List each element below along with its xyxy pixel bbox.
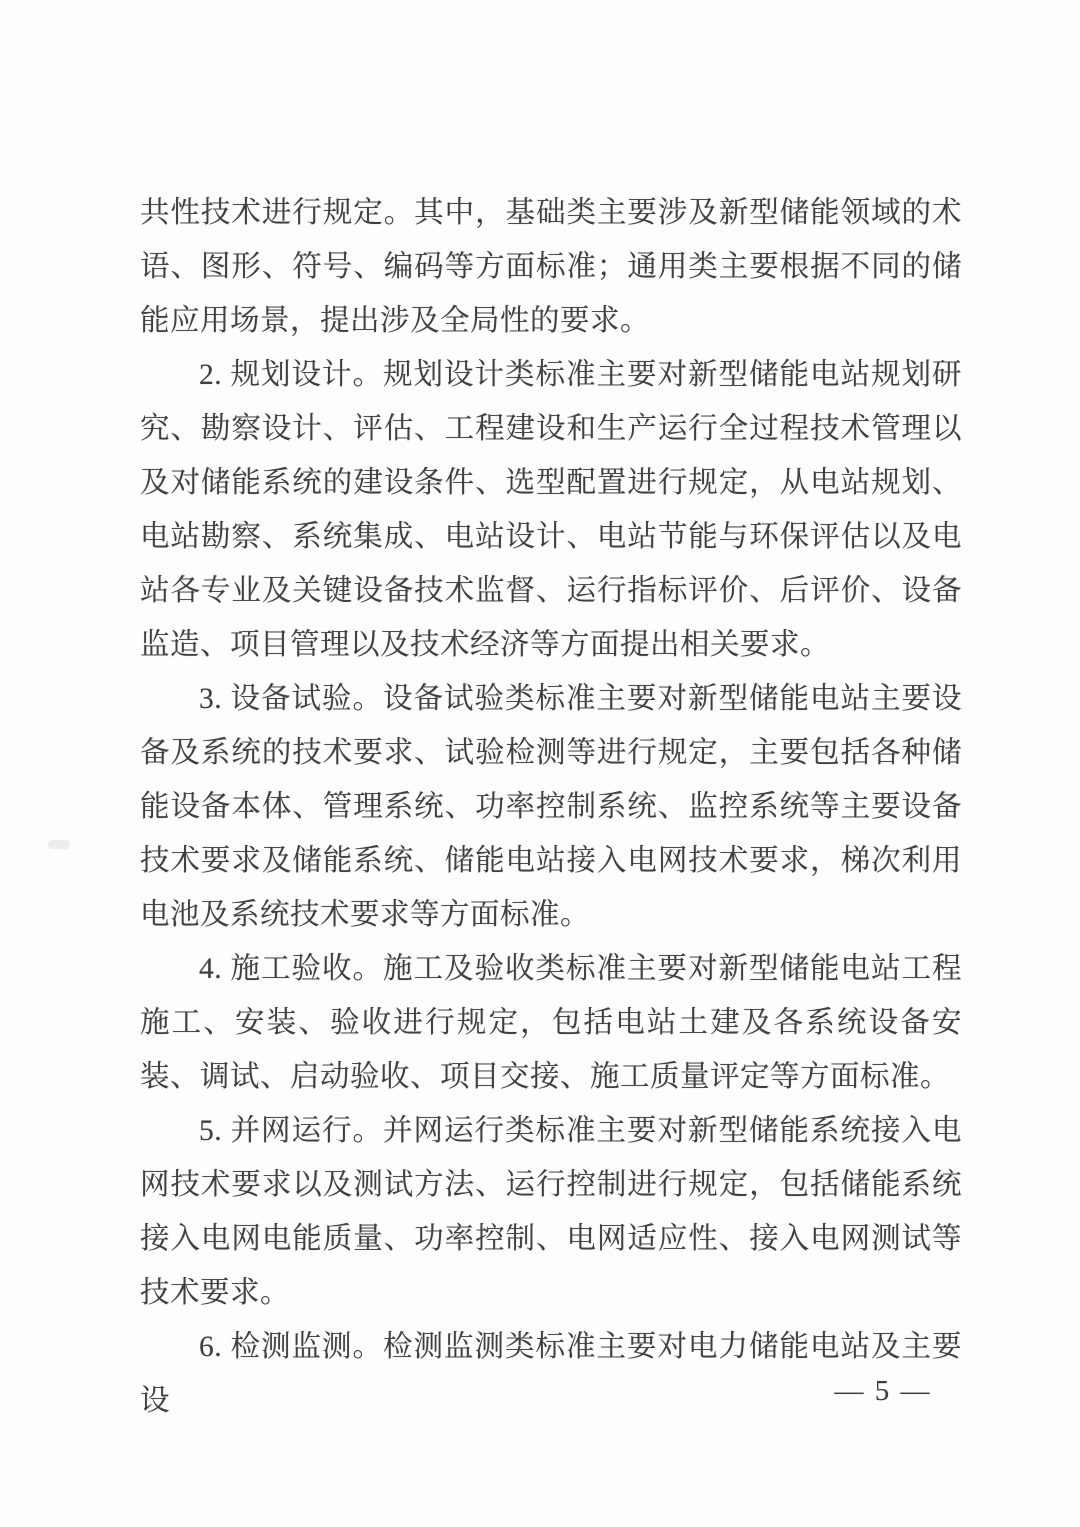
page-number: — 5 — — [834, 1375, 932, 1407]
paragraph-item-2-planning-design: 2. 规划设计。规划设计类标准主要对新型储能电站规划研究、勘察设计、评估、工程建设和生产运行全过程技术管理以及对储能系统的建设条件、选型配置进行规定，从电站规划、电站勘察、系统集成、电站设计、电站节能与环保评估以及电站各专业及关键设备技术监督、运行指标评价、后评价、设备监造、项目管理以及技术经济等方面提出相关要求。 — [140, 359, 962, 661]
paragraph-item-4-construction-acceptance: 4. 施工验收。施工及验收类标准主要对新型储能电站工程施工、安装、验收进行规定，包括电站土建及各系统设备安装、调试、启动验收、项目交接、施工质量评定等方面标准。 — [140, 953, 962, 1093]
paragraph-item-5-grid-connection-operation: 5. 并网运行。并网运行类标准主要对新型储能系统接入电网技术要求以及测试方法、运行控制进行规定，包括储能系统接入电网电能质量、功率控制、电网适应性、接入电网测试等技术要求。 — [140, 1115, 962, 1309]
paragraph-item-3-equipment-testing: 3. 设备试验。设备试验类标准主要对新型储能电站主要设备及系统的技术要求、试验检测等进行规定，主要包括各种储能设备本体、管理系统、功率控制系统、监控系统等主要设备技术要求及储能系统、储能电站接入电网技术要求，梯次利用电池及系统技术要求等方面标准。 — [140, 683, 962, 931]
body-text-block — [140, 186, 962, 1428]
paragraph-continuation: 共性技术进行规定。其中，基础类主要涉及新型储能领域的术语、图形、符号、编码等方面标准；通用类主要根据不同的储能应用场景，提出涉及全局性的要求。 — [140, 197, 962, 337]
scan-smudge-artifact — [48, 840, 70, 849]
paragraph-item-6-inspection-monitoring: 6. 检测监测。检测监测类标准主要对电力储能电站及主要设 — [140, 1331, 962, 1417]
